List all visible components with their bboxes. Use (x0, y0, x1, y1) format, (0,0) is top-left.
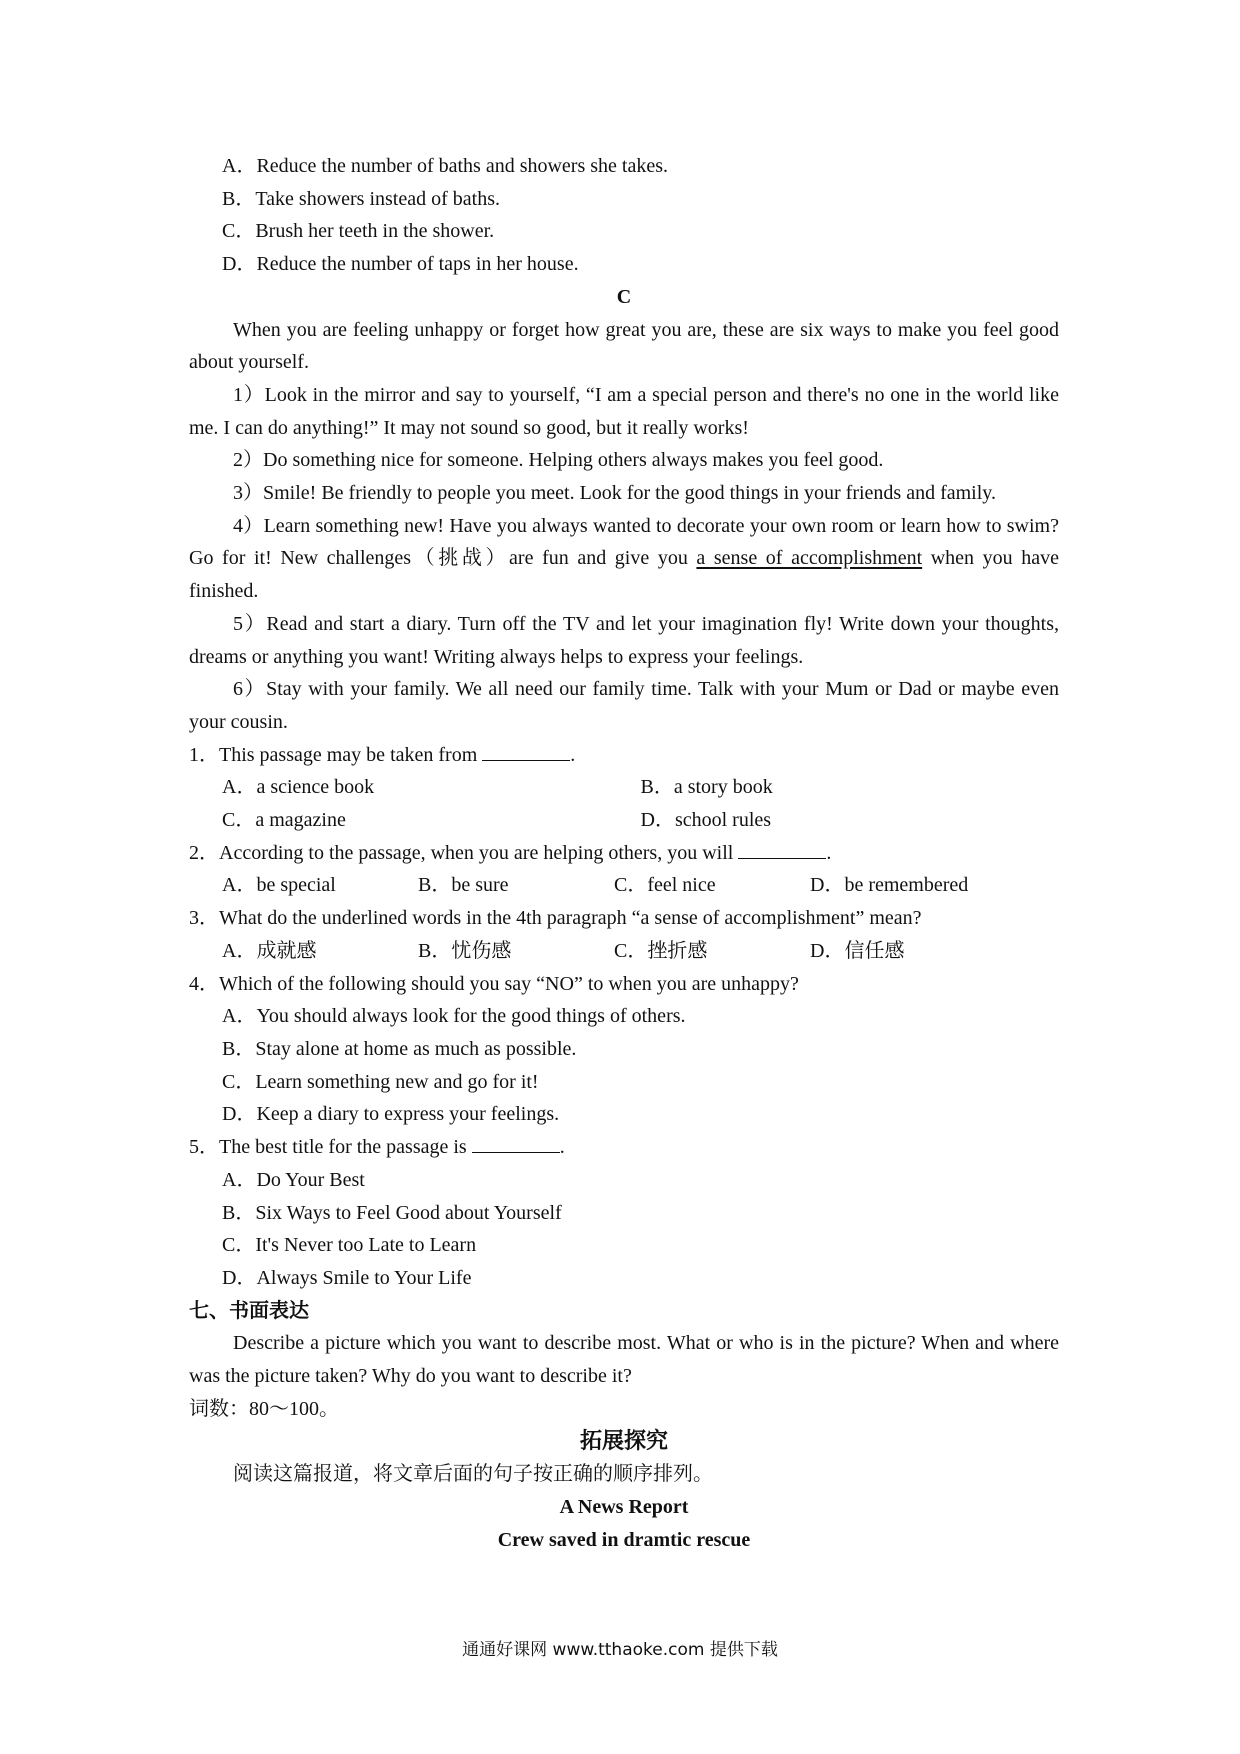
q3-option-c: C．挫折感 (614, 939, 708, 962)
q2-option-a: A．be special (222, 874, 336, 897)
word-count: 词数：80～100。 (189, 1397, 339, 1420)
q2-option-b: B．be sure (418, 874, 509, 897)
question-1 (189, 739, 1059, 772)
question-1-options-row-1 (189, 771, 1059, 804)
q1-option-a: A．a science book (222, 776, 375, 799)
question-2-options (189, 869, 1059, 902)
question-3: 3．What do the underlined words in the 4th paragraph “a sense of accomplishment” mean? (189, 907, 922, 930)
q2-option-c: C．feel nice (614, 874, 716, 897)
question-5-end: . (559, 1136, 565, 1159)
q4-option-c: C．Learn something new and go for it! (222, 1070, 539, 1093)
q5-option-a: A．Do Your Best (222, 1168, 365, 1191)
question-5-stem: 5．The best title for the passage is (189, 1136, 472, 1159)
question-4: 4．Which of the following should you say “NO” to when you are unhappy? (189, 972, 799, 995)
q4-option-d: D．Keep a diary to express your feelings. (222, 1103, 560, 1126)
passage-point-5: 5）Read and start a diary. Turn off the TV and let your imagination fly! Write down your thoughts, dreams or anything you want! Writing always helps to express your feelings. (189, 612, 1059, 668)
report-headline: Crew saved in dramtic rescue (497, 1528, 751, 1551)
passage-point-2: 2）Do something nice for someone. Helping others always makes you feel good. (233, 449, 884, 472)
q5-option-c: C．It's Never too Late to Learn (222, 1234, 477, 1257)
passage-point-6: 6）Stay with your family. We all need our family time. Talk with your Mum or Dad or maybe even your cousin. (189, 678, 1059, 733)
page-content (189, 150, 1059, 1556)
q3-option-b: B．忧伤感 (418, 939, 512, 962)
prev-option-b: B．Take showers instead of baths. (222, 187, 500, 210)
passage-intro: When you are feeling unhappy or forget how great you are, these are six ways to make you feel good about yourself. (189, 318, 1059, 374)
question-5 (189, 1131, 1059, 1164)
q3-option-a: A．成就感 (222, 939, 317, 962)
answer-blank (738, 840, 826, 859)
extension-instruction: 阅读这篇报道，将文章后面的句子按正确的顺序排列。 (233, 1463, 713, 1486)
question-3-options (189, 935, 1059, 968)
question-2-end: . (826, 841, 832, 864)
question-1-end: . (570, 743, 576, 766)
passage-point-3: 3）Smile! Be friendly to people you meet. Look for the good things in your friends and family. (233, 482, 996, 505)
question-1-options-row-2 (189, 804, 1059, 837)
q5-option-d: D．Always Smile to Your Life (222, 1266, 472, 1289)
point-4-text-after: when you have finished. (189, 547, 1059, 603)
q2-option-d: D．be remembered (810, 874, 969, 897)
q4-option-a: A．You should always look for the good things of others. (222, 1005, 686, 1028)
answer-blank (472, 1134, 560, 1153)
section-c-heading: C (616, 285, 632, 308)
page-footer: 通通好课网 www.tthaoke.com 提供下载 (462, 1640, 778, 1660)
question-2-stem: 2．According to the passage, when you are helping others, you will (189, 841, 739, 864)
underlined-phrase: a sense of accomplishment (696, 547, 923, 570)
prev-option-d: D．Reduce the number of taps in her house. (222, 253, 579, 276)
writing-prompt: Describe a picture which you want to describe most. What or who is in the picture? When and where was the picture taken? Why do you want to describe it? (189, 1332, 1059, 1388)
prev-option-c: C．Brush her teeth in the shower. (222, 220, 495, 243)
passage-point-4 (189, 510, 1059, 608)
point-4-text-before: 4）Learn something new! Have you always wanted to decorate your own room or learn how to swim? Go for it! New challenges（挑战）are fun and give you (189, 514, 1059, 570)
question-1-stem: 1．This passage may be taken from (189, 743, 483, 766)
q3-option-d: D．信任感 (810, 939, 905, 962)
extension-title: 拓展探究 (579, 1428, 668, 1454)
writing-heading: 七、书面表达 (189, 1299, 309, 1322)
passage-point-1: 1）Look in the mirror and say to yourself, “I am a special person and there's no one in the world like me. I can do anything!” It may not sound so good, but it really works! (189, 383, 1059, 439)
q1-option-c: C．a magazine (222, 809, 346, 832)
prev-option-a: A．Reduce the number of baths and showers she takes. (222, 155, 668, 177)
answer-blank (482, 742, 570, 761)
q4-option-b: B．Stay alone at home as much as possible. (222, 1037, 577, 1060)
report-title: A News Report (559, 1495, 689, 1518)
q1-option-d: D．school rules (640, 809, 772, 832)
question-2 (189, 837, 1059, 870)
q1-option-b: B．a story book (640, 776, 773, 799)
q5-option-b: B．Six Ways to Feel Good about Yourself (222, 1201, 562, 1224)
